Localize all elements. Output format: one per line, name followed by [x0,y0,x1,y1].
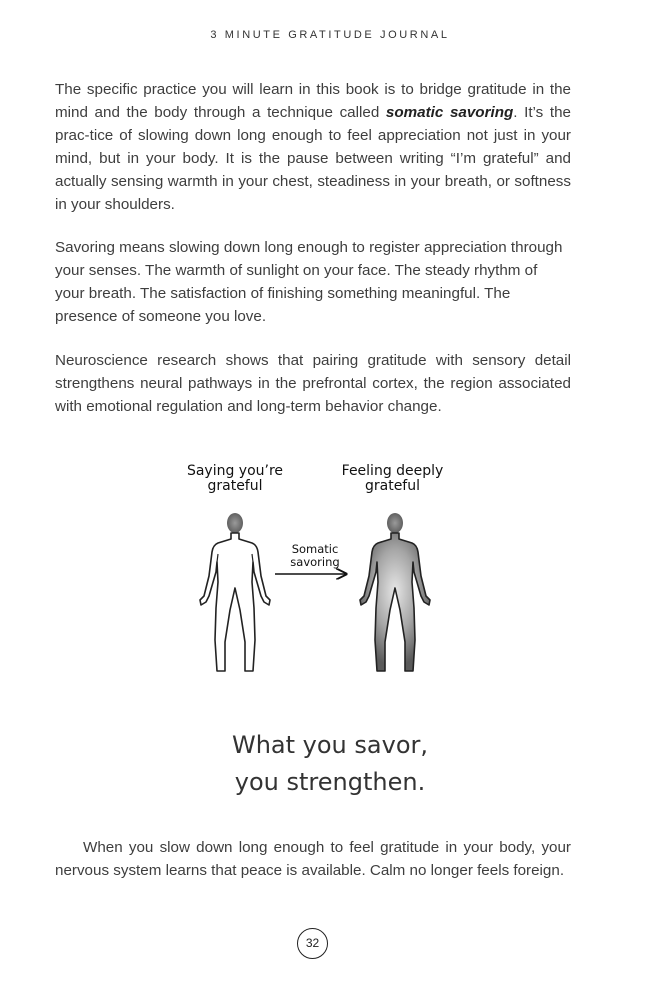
pull-quote [0,727,660,801]
left-label-line-2: grateful [207,478,263,494]
shaded-body-figure [360,513,430,671]
pull-quote-line-2: you strengthen. [234,768,426,796]
arrow-label-line-2: savoring [290,555,340,569]
running-header: 3 MINUTE GRATITUDE JOURNAL [210,29,450,41]
outline-body-figure [200,513,270,671]
pull-quote-line-1: What you savor, [231,731,428,759]
paragraph-4: When you slow down long enough to feel gratitude in your body, your nervous system learns that peace is available. Calm no longer feels foreign. [55,839,571,879]
paragraph-2: Savoring means slowing down long enough to register appreciation through your senses. The warmth of sunlight on your face. The steady rhythm of your breath. The satisfaction of finishing something meaningful. The presence of someone you love. [55,239,563,325]
key-term: somatic savoring [385,104,514,121]
paragraph-1-start: The specific practice you will learn in this book is to bridge gratitude in the mind and the body through a technique called [55,81,571,121]
somatic-savoring-label [280,543,350,569]
paragraph-1-end: . It’s the prac-tice of slowing down long enough to feel appreciation not just in your mind, but in your body. It is the pause between writing “I’m grateful” and actually sensing warmth in your chest, steadiness in your breath, or softness in your shoulders. [55,104,572,213]
shaded-head-icon [387,513,403,533]
paragraph-1 [55,78,571,216]
right-label-line-1: Feeling deeply [341,463,444,479]
arrow-label-line-1: Somatic [291,542,339,556]
saying-grateful-label [180,464,290,494]
feeling-grateful-label [330,464,455,494]
plain-head-icon [227,513,243,533]
left-label-line-1: Saying you’re [186,463,284,479]
paragraph-3: Neuroscience research shows that pairing gratitude with sensory detail strengthens neural pathways in the prefrontal cortex, the region associated with emotional regulation and long-term behavior change. [55,352,571,415]
savoring-illustration [180,458,460,688]
right-label-line-2: grateful [364,478,420,494]
page-number: 32 [297,928,328,959]
